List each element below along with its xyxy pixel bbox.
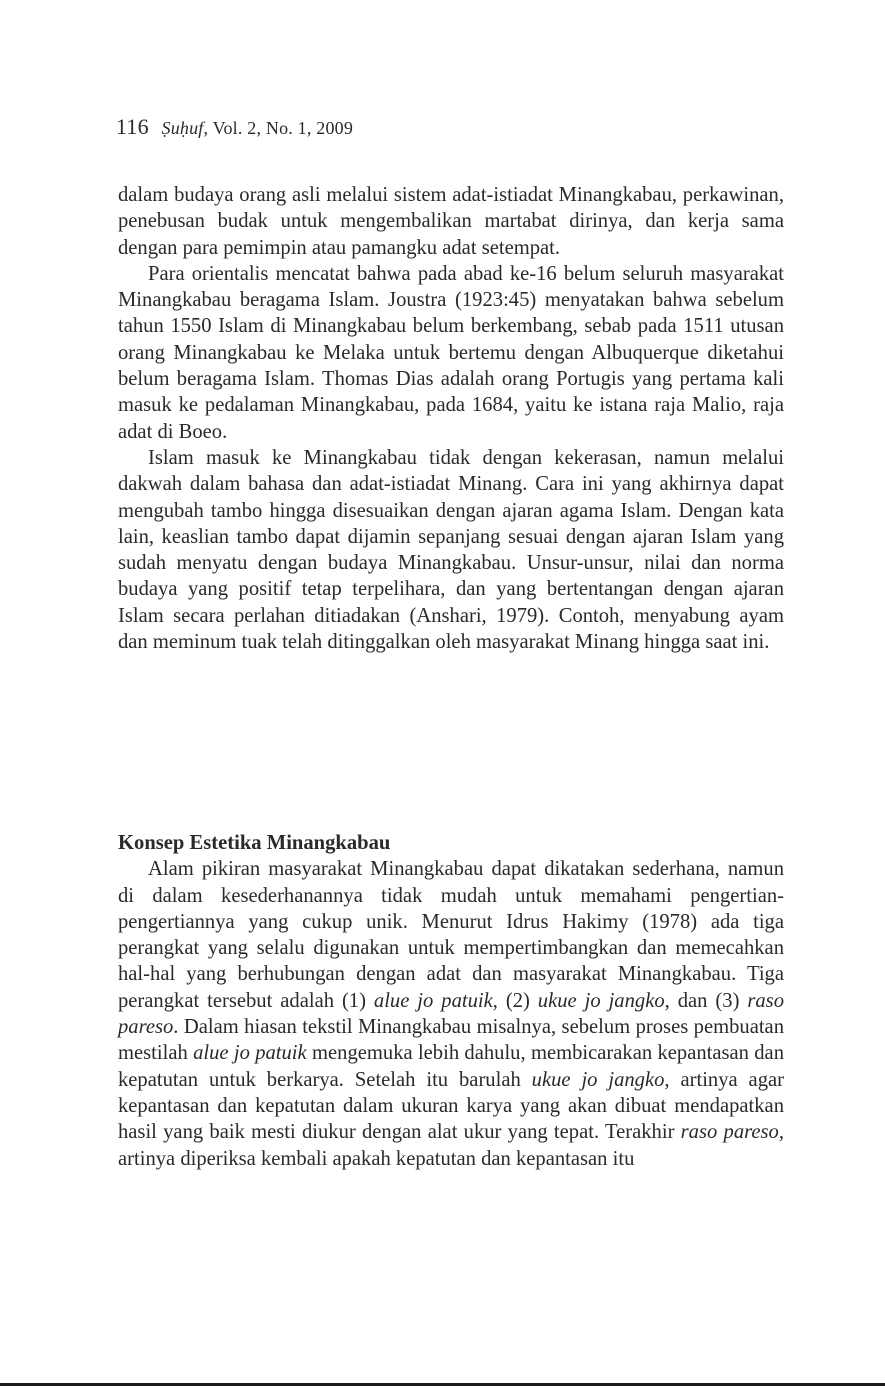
text-run: , (2) — [492, 989, 538, 1012]
text-run: Alam pikiran masyarakat Minangkabau dapat dikatakan sederhana, namun di dalam kesederhanannya tidak mudah untuk memahami pengertian-pengertiannya yang cukup unik. Menurut Idrus Hakimy (1978) ada tiga perangkat yang selalu digunakan untuk mempertimbangkan dan memecahkan hal-hal yang berhubungan dengan adat dan masyarakat Minangkabau. Tiga perangkat tersebut adalah (1) — [118, 858, 784, 1012]
term-ukue-jo-jangko: ukue jo jangko — [537, 989, 665, 1012]
text-run: mengemuka lebih dahulu, membicarakan kepantasan dan kepatutan untuk berkarya. Setelah itu barulah — [118, 1042, 784, 1091]
text-run: , artinya agar kepantasan dan kepatutan dalam ukuran karya yang akan dibuat mendapatkan hasil yang baik mesti diukur dengan alat ukur yang tepat. Terakhir — [118, 1068, 784, 1144]
term-raso-pareso: raso pareso — [118, 989, 784, 1039]
term-alue-jo-patuik: alue jo patuik — [193, 1042, 307, 1065]
term-ukue-jo-jangko: ukue jo jangko — [531, 1068, 665, 1091]
paragraph-orientalis: Para orientalis mencatat bahwa pada abad ke-16 belum seluruh masyarakat Minangkabau beragama Islam. Joustra (1923:45) menyatakan bahwa sebelum tahun 1550 Islam di Minangkabau belum berkembang, sebab pada 1511 utusan orang Minangkabau ke Melaka untuk bertemu dengan Albuquerque diketahui belum beragama Islam. Thomas Dias adalah orang Portugis yang pertama kali masuk ke pedalaman Minangkabau, pada 1684, yaitu ke istana raja Malio, raja adat di Boeo. — [118, 262, 784, 443]
section-estetika — [118, 830, 784, 1172]
paragraph-islam-masuk: Islam masuk ke Minangkabau tidak dengan kekerasan, namun melalui dakwah dalam bahasa dan adat-istiadat Minang. Cara ini yang akhirnya dapat mengubah tambo hingga disesuaikan dengan ajaran agama Islam. Dengan kata lain, keaslian tambo dapat dijamin sepanjang sesuai dengan ajaran Islam yang sudah menyatu dengan budaya Minangkabau. Unsur-unsur, nilai dan norma budaya yang positif tetap terpelihara, dan yang bertentangan dengan ajaran Islam secara perlahan ditiadakan (Anshari, 1979). Contoh, menyabung ayam dan meminum tuak telah ditinggalkan oleh masyarakat Minang hingga saat ini. — [118, 446, 784, 654]
page-number: 116 — [116, 114, 149, 139]
term-raso-pareso: raso pareso — [680, 1121, 779, 1144]
text-run: , artinya diperiksa kembali apakah kepatutan dan kepantasan itu — [118, 1121, 784, 1170]
running-head — [116, 114, 353, 140]
paragraph-alam-pikiran — [118, 856, 784, 1172]
section-heading: Konsep Estetika Minangkabau — [118, 832, 391, 854]
term-alue-jo-patuik: alue jo patuik — [373, 989, 493, 1012]
text-run: . Dalam hiasan tekstil Minangkabau misalnya, sebelum proses pembuatan mestilah — [118, 1016, 784, 1065]
journal-issue: , Vol. 2, No. 1, 2009 — [203, 118, 354, 138]
body-text-upper — [118, 182, 784, 655]
journal-title: Ṣuḥuf — [161, 118, 204, 138]
page-edge-rule — [0, 1383, 885, 1386]
paragraph-continued: dalam budaya orang asli melalui sistem adat-istiadat Minangkabau, perkawinan, penebusan budak untuk mengembalikan martabat dirinya, dan kerja sama dengan para pemimpin atau pamangku adat setempat. — [118, 184, 784, 259]
text-run: , dan (3) — [664, 989, 748, 1012]
